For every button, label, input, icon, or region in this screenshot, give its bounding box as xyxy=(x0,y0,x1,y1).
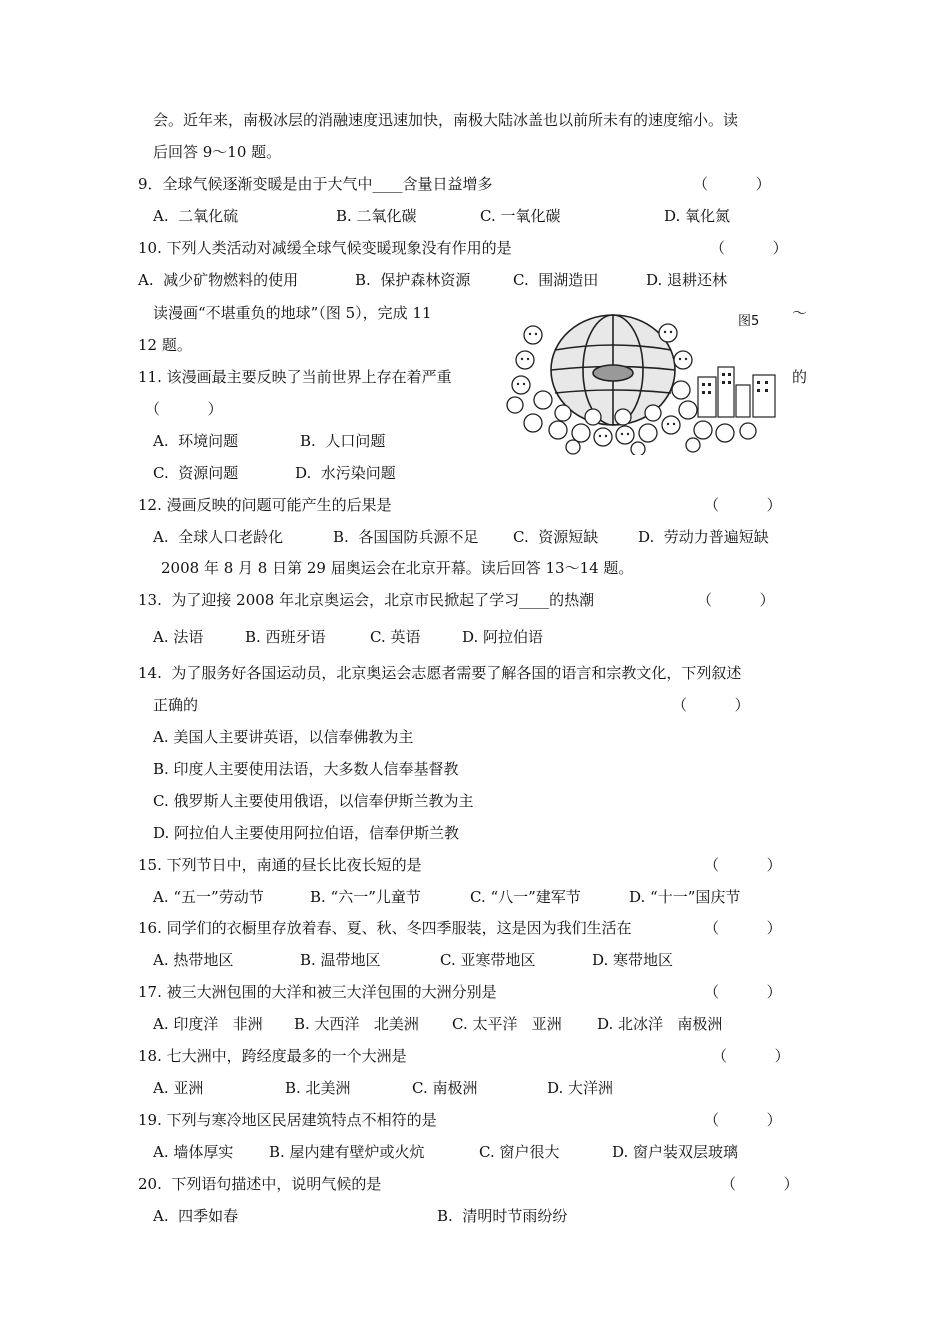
q18-option-c: C. 南极洲 xyxy=(412,1079,478,1097)
q16-option-b: B. 温带地区 xyxy=(300,951,381,969)
q15-option-b: B. “六一”儿童节 xyxy=(310,888,421,906)
q14-option-d: D. 阿拉伯人主要使用阿拉伯语，信奉伊斯兰教 xyxy=(153,824,460,842)
q15-stem: 15. 下列节日中，南通的昼长比夜长短的是 xyxy=(138,856,422,874)
q20-option-b: B. 清明时节雨纷纷 xyxy=(437,1207,568,1225)
q10-option-c: C. 围湖造田 xyxy=(513,271,599,289)
q12-option-b: B. 各国国防兵源不足 xyxy=(333,528,479,546)
q10-option-b: B. 保护森林资源 xyxy=(355,271,471,289)
q15-option-a: A. “五一”劳动节 xyxy=(153,888,264,906)
q9-answer-paren: （ ） xyxy=(693,175,771,193)
q18-stem: 18. 七大洲中，跨经度最多的一个大洲是 xyxy=(138,1047,407,1065)
q18-option-a: A. 亚洲 xyxy=(153,1079,204,1097)
q15-answer-paren: （ ） xyxy=(704,856,782,874)
q17-stem: 17. 被三大洲包围的大洋和被三大洋包围的大洲分别是 xyxy=(138,983,497,1001)
intro-line-2: 后回答 9～10 题。 xyxy=(153,143,282,161)
q12-option-d: D. 劳动力普遍短缺 xyxy=(638,528,769,546)
q17-answer-paren: （ ） xyxy=(704,983,782,1001)
q12-option-a: A. 全球人口老龄化 xyxy=(153,528,284,546)
q10-option-a: A. 减少矿物燃料的使用 xyxy=(138,271,299,289)
cartoon-intro-line-2: 12 题。 xyxy=(138,336,192,354)
q9-option-b: B. 二氧化碳 xyxy=(336,207,417,225)
q13-answer-paren: （ ） xyxy=(697,591,775,609)
q17-option-a: A. 印度洋 非洲 xyxy=(153,1015,263,1033)
cartoon-intro-line-1: 读漫画“不堪重负的地球”（图 5），完成 11 xyxy=(153,304,432,322)
intro-line-1: 会。近年来，南极冰层的消融速度迅速加快，南极大陆冰盖也以前所未有的速度缩小。读 xyxy=(153,111,739,129)
q16-option-a: A. 热带地区 xyxy=(153,951,234,969)
q11-option-c: C. 资源问题 xyxy=(153,464,239,482)
q14-stem-line-2: 正确的 xyxy=(153,696,199,714)
q16-stem: 16. 同学们的衣橱里存放着春、夏、秋、冬四季服装，这是因为我们生活在 xyxy=(138,919,632,937)
q15-option-d: D. “十一”国庆节 xyxy=(629,888,741,906)
q12-answer-paren: （ ） xyxy=(704,496,782,514)
q10-stem: 10. 下列人类活动对减缓全球气候变暖现象没有作用的是 xyxy=(138,239,512,257)
q14-stem: 14. 为了服务好各国运动员，北京奥运会志愿者需要了解各国的语言和宗教文化，下列叙述 xyxy=(138,664,742,682)
q11-stem: 11. 该漫画最主要反映了当前世界上存在着严重 xyxy=(138,368,452,386)
figure-5-label: 图5 xyxy=(738,314,760,329)
q19-option-b: B. 屋内建有壁炉或火炕 xyxy=(269,1143,425,1161)
q17-option-b: B. 大西洋 北美洲 xyxy=(294,1015,419,1033)
q14-option-b: B. 印度人主要使用法语，大多数人信奉基督教 xyxy=(153,760,459,778)
q19-answer-paren: （ ） xyxy=(704,1111,782,1129)
q20-option-a: A. 四季如春 xyxy=(153,1207,239,1225)
q16-option-c: C. 亚寒带地区 xyxy=(440,951,536,969)
q18-answer-paren: （ ） xyxy=(712,1047,790,1065)
olympic-intro: 2008 年 8 月 8 日第 29 届奥运会在北京开幕。读后回答 13～14 题。 xyxy=(161,559,634,577)
q14-option-c: C. 俄罗斯人主要使用俄语，以信奉伊斯兰教为主 xyxy=(153,792,474,810)
q18-option-b: B. 北美洲 xyxy=(285,1079,351,1097)
q17-option-c: C. 太平洋 亚洲 xyxy=(452,1015,562,1033)
q16-option-d: D. 寒带地区 xyxy=(592,951,674,969)
q13-option-c: C. 英语 xyxy=(370,628,421,646)
q11-option-b: B. 人口问题 xyxy=(300,432,386,450)
q12-option-c: C. 资源短缺 xyxy=(513,528,599,546)
q9-option-d: D. 氧化氮 xyxy=(664,207,731,225)
q20-answer-paren: （ ） xyxy=(721,1175,799,1193)
q18-option-d: D. 大洋洲 xyxy=(547,1079,614,1097)
q19-option-d: D. 窗户装双层玻璃 xyxy=(612,1143,739,1161)
q15-option-c: C. “八一”建军节 xyxy=(470,888,581,906)
q13-option-a: A. 法语 xyxy=(153,628,204,646)
q10-option-d: D. 退耕还林 xyxy=(646,271,728,289)
q14-option-a: A. 美国人主要讲英语，以信奉佛教为主 xyxy=(153,728,414,746)
q13-stem: 13. 为了迎接 2008 年北京奥运会，北京市民掀起了学习____的热潮 xyxy=(138,591,595,609)
q19-stem: 19. 下列与寒冷地区民居建筑特点不相符的是 xyxy=(138,1111,437,1129)
q11-answer-paren: （ ） xyxy=(145,400,223,418)
q14-answer-paren: （ ） xyxy=(672,696,750,714)
q16-answer-paren: （ ） xyxy=(704,919,782,937)
q13-option-b: B. 西班牙语 xyxy=(245,628,326,646)
q10-answer-paren: （ ） xyxy=(710,239,788,257)
q12-stem: 12. 漫画反映的问题可能产生的后果是 xyxy=(138,496,392,514)
q13-option-d: D. 阿拉伯语 xyxy=(462,628,544,646)
q9-option-c: C. 一氧化碳 xyxy=(480,207,561,225)
q19-option-c: C. 窗户很大 xyxy=(479,1143,560,1161)
q20-stem: 20. 下列语句描述中，说明气候的是 xyxy=(138,1175,382,1193)
q11-option-d: D. 水污染问题 xyxy=(295,464,396,482)
q19-option-a: A. 墙体厚实 xyxy=(153,1143,234,1161)
q9-option-a: A. 二氧化硫 xyxy=(153,207,239,225)
q11-stem-tail: 的 xyxy=(792,368,808,386)
cartoon-intro-tilde: ～ xyxy=(792,304,808,322)
q9-stem: 9．全球气候逐渐变暖是由于大气中____含量日益增多 xyxy=(138,175,493,193)
q11-option-a: A. 环境问题 xyxy=(153,432,239,450)
q17-option-d: D. 北冰洋 南极洲 xyxy=(597,1015,723,1033)
